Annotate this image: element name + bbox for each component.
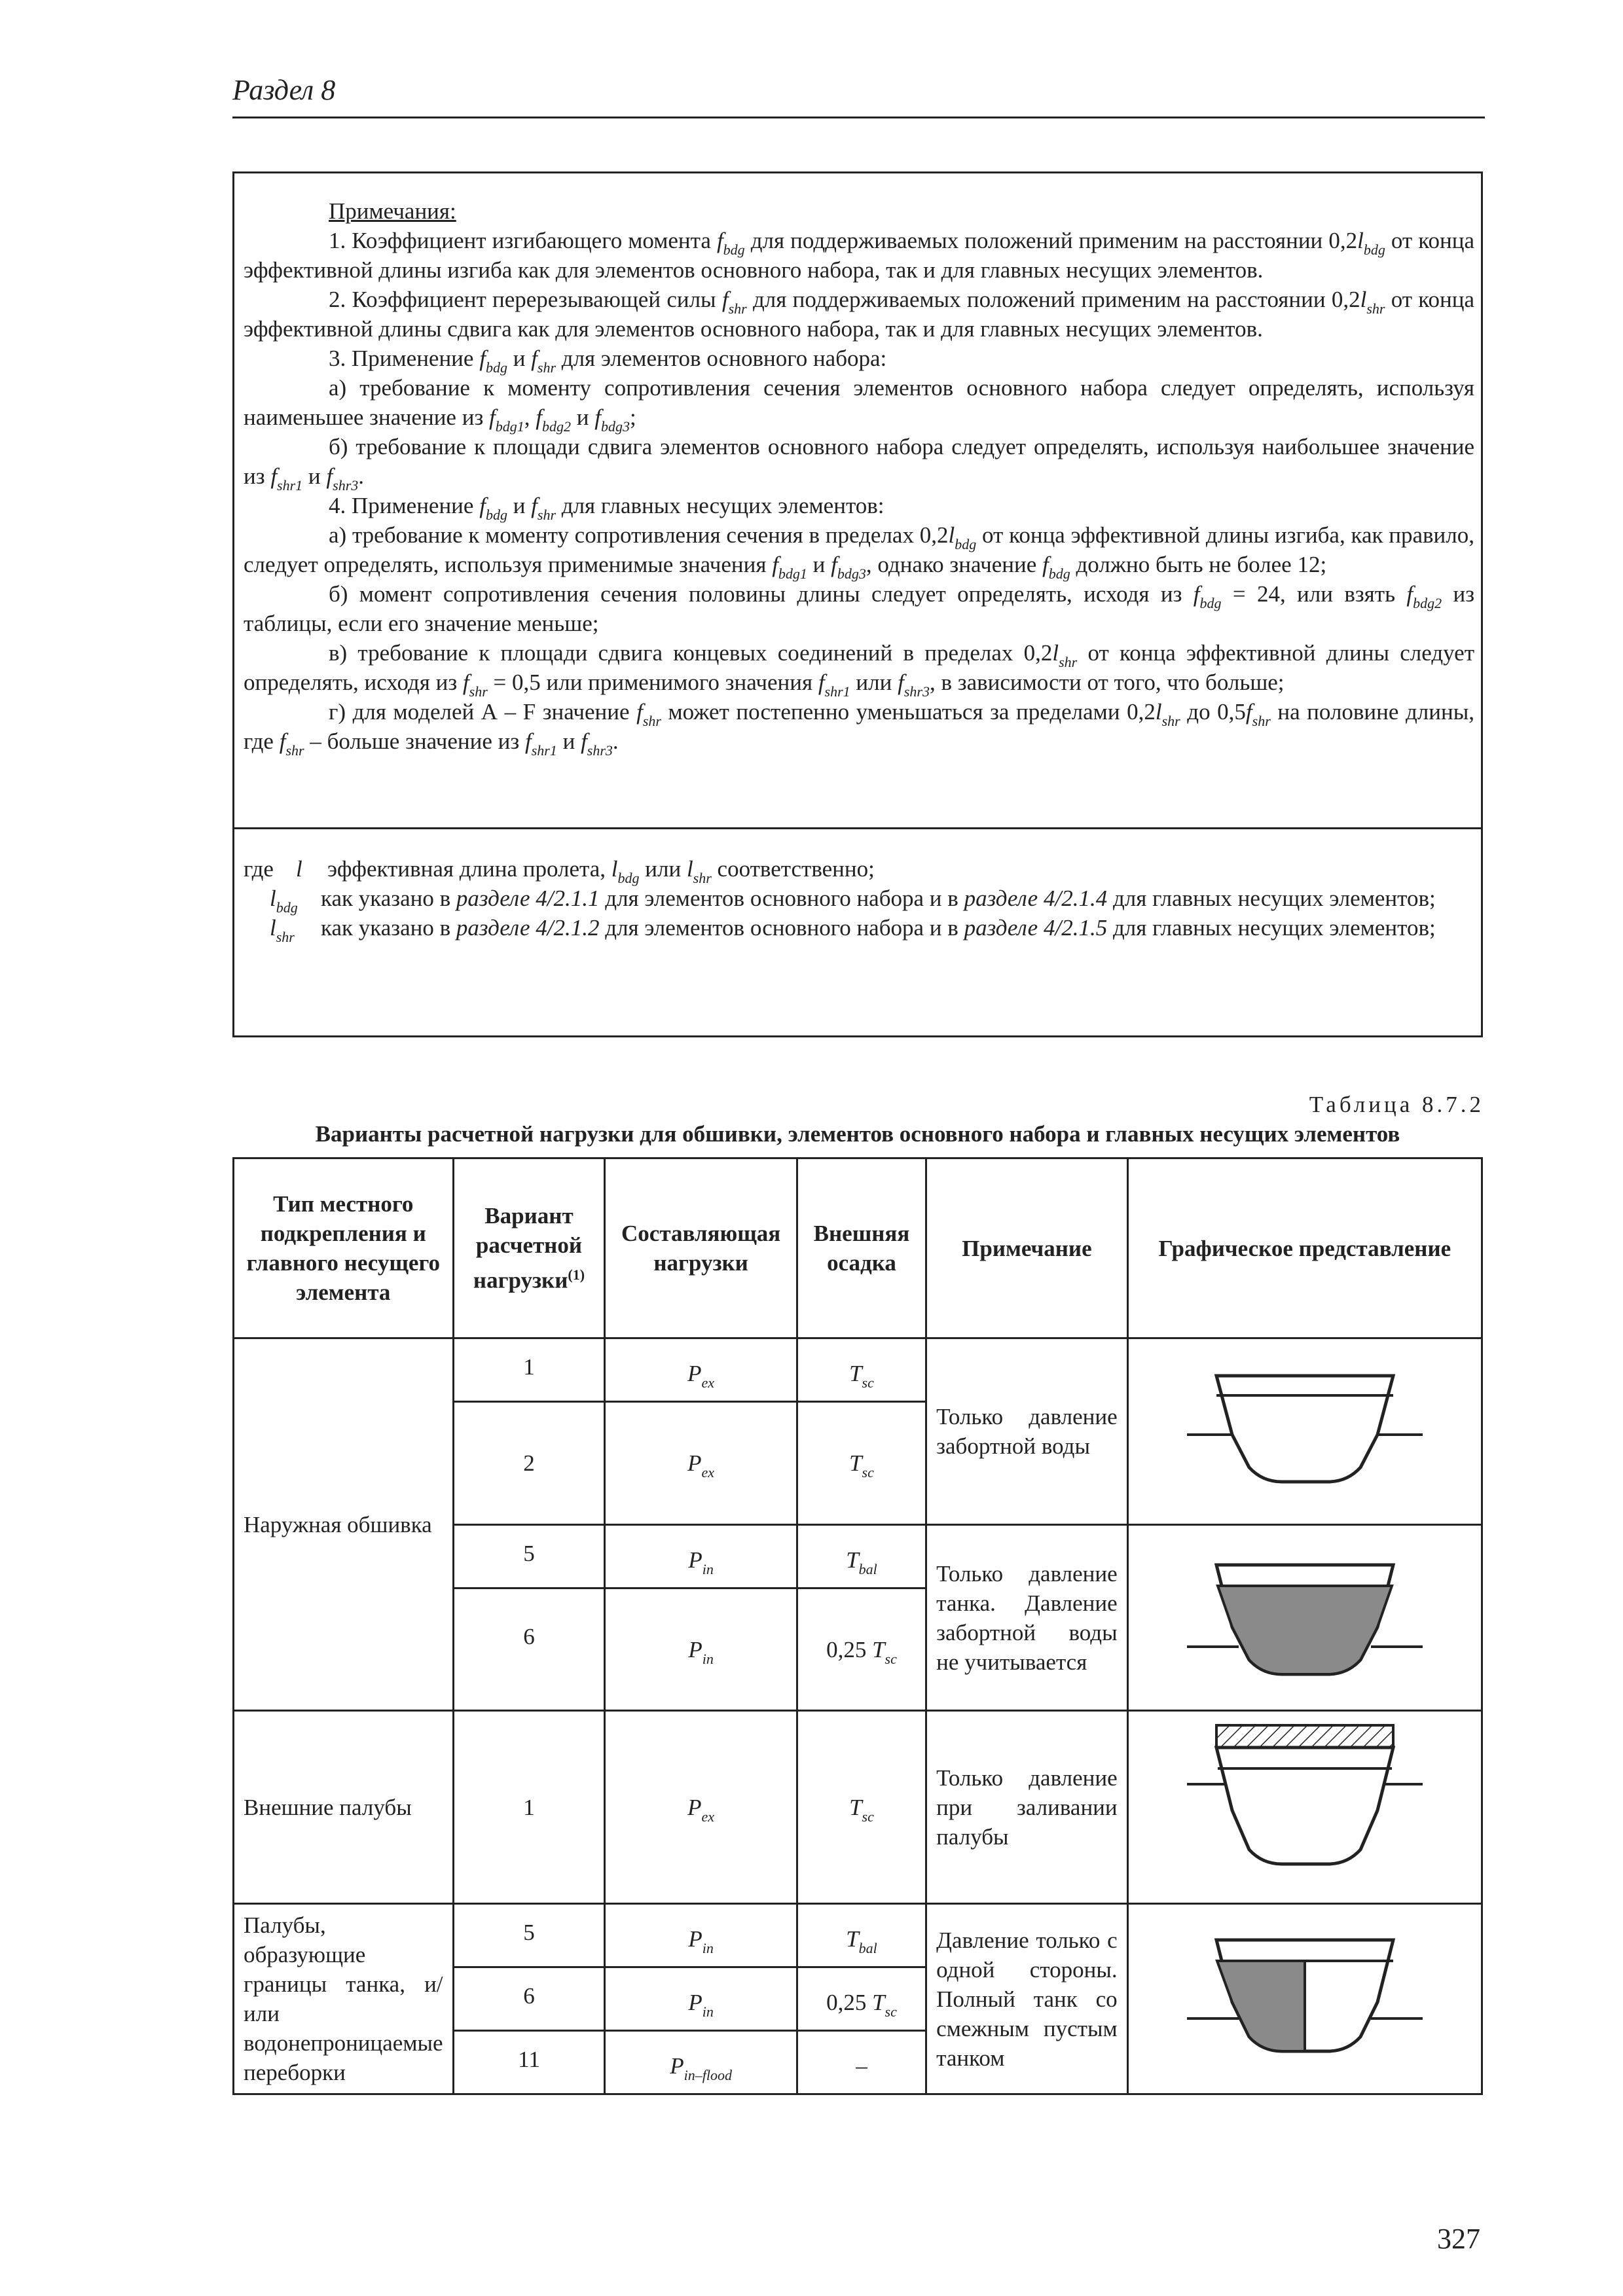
note-3: 3. Применение $f_{bdg}$ и $f_{shr}$ для элементов основного набора: [329, 346, 887, 376]
graphic-one-side [1127, 1904, 1482, 2094]
group-shell: Наружная обшивка [234, 1338, 454, 1711]
load-cases-table [232, 1157, 1483, 2095]
note-4c: в) требование к площади сдвига концевых соединений в пределах $0,2l_{shr}$ от конца эффективной длины следует определять, исходя из $f_{shr} = 0,5$ или применимого значения $f_{shr1}$ или $f_{shr3}$, в зависимости от того, что больше; [244, 640, 1474, 700]
table-header-row [234, 1158, 1482, 1338]
note-shell-2: Только давление танка. Давление забортной воды не учитывается [926, 1525, 1127, 1711]
header-case: Вариант расчетной нагрузки$^{(1)}$ [453, 1158, 605, 1338]
note-decks: Только давление при заливании палубы [926, 1711, 1127, 1904]
where-row-lbdg: $l_{bdg}$ как указано в разделе 4/2.1.1 для элементов основного набора и в разделе 4/2.1.4 для главных несущих элементов; [270, 886, 1436, 916]
header-note: Примечание [926, 1158, 1127, 1338]
note-3b: б) требование к площади сдвига элементов основного набора следует определять, используя наибольшее значение из $f_{shr1}$ и $f_{shr3}$. [244, 434, 1474, 493]
table-row: Палубы, образующие границы танка, и/или водонепроницаемые переборки 5 $P_{in}$ $T_{bal}$ Давление только с одной стороны. Полный танк со смежным пустым танком [234, 1904, 1482, 1967]
section-header: Раздел 8 [232, 74, 336, 106]
group-exposed-decks: Внешние палубы [234, 1711, 454, 1904]
notes-text [244, 196, 1475, 759]
graphic-sea-pressure [1127, 1338, 1482, 1525]
table-title: Варианты расчетной нагрузки для обшивки, элементов основного набора и главных несущих элементов [315, 1121, 1400, 1147]
graphic-green-sea [1127, 1711, 1482, 1904]
header-rule [232, 117, 1485, 118]
header-draught: Внешняя осадка [797, 1158, 926, 1338]
table-row: Внешние палубы 1 $P_{ex}$ $T_{sc}$ Только давление при заливании палубы [234, 1711, 1482, 1904]
note-shell-1: Только давление забортной воды [926, 1338, 1127, 1525]
note-4b: б) момент сопротивления сечения половины длины следует определять, исходя из $f_{bdg} = 24$, или взять $f_{bdg2}$ из таблицы, если его значение меньше; [244, 581, 1475, 636]
table-row: 2 $P_{ex}$ $T_{sc}$ [234, 1402, 1482, 1525]
where-row-l: где l эффективная длина пролета, $l_{bdg}$ или $l_{shr}$ соответственно; [244, 856, 875, 886]
header-graphic: Графическое представление [1127, 1158, 1482, 1338]
header-type: Тип местного подкрепления и главного несущего элемента [234, 1158, 454, 1338]
note-1: 1. Коэффициент изгибающего момента $f_{bdg}$ для поддерживаемых положений применим на расстоянии $0,2l_{bdg}$ от конца эффективной длины изгиба как для элементов основного набора, так и для главных несущих элементов. [244, 228, 1474, 283]
note-2: 2. Коэффициент перерезывающей силы $f_{shr}$ для поддерживаемых положений применим на расстоянии $0,2l_{shr}$ от конца эффективной длины сдвига как для элементов основного набора, так и для главных несущих элементов. [244, 287, 1475, 342]
group-tank-boundaries: Палубы, образующие границы танка, и/или водонепроницаемые переборки [234, 1904, 454, 2094]
where-row-lshr: $l_{shr}$ как указано в разделе 4/2.1.2 для элементов основного набора и в разделе 4/2.1.5 для главных несущих элементов; [270, 915, 1436, 945]
graphic-tank-pressure [1127, 1525, 1482, 1711]
page-number: 327 [1437, 2223, 1480, 2255]
table-row: 6 $P_{in}$ 0,25 $T_{sc}$ [234, 1588, 1482, 1711]
where-block [244, 854, 1474, 945]
table-number: Таблица 8.7.2 [1309, 1092, 1484, 1117]
table-row: Наружная обшивка 1 $P_{ex}$ $T_{sc}$ Только давление забортной воды [234, 1338, 1482, 1402]
note-tank: Давление только с одной стороны. Полный танк со смежным пустым танком [926, 1904, 1127, 2094]
note-3a: а) требование к моменту сопротивления сечения элементов основного набора следует определять, используя наименьшее значение из $f_{bdg1}$, $f_{bdg2}$ и $f_{bdg3}$; [244, 375, 1474, 435]
table-row: 5 $P_{in}$ $T_{bal}$ Только давление танка. Давление забортной воды не учитывается [234, 1525, 1482, 1588]
table-row: 11 $P_{in-flood}$ – [234, 2031, 1482, 2094]
note-4a: а) требование к моменту сопротивления сечения в пределах $0,2l_{bdg}$ от конца эффективной длины изгиба, как правило, следует определять, используя применимые значения $f_{bdg1}$ и $f_{bdg3}$, однако значение $f_{bdg}$ должно быть не более 12; [244, 522, 1474, 582]
note-4d: г) для моделей А – F значение $f_{shr}$ может постепенно уменьшаться за пределами $0,2l_{shr}$ до $0,5f_{shr}$ на половине длины, где $f_{shr}$ – больше значение из $f_{shr1}$ и $f_{shr3}$. [244, 699, 1474, 759]
header-component: Составляющая нагрузки [605, 1158, 797, 1338]
note-4: 4. Применение $f_{bdg}$ и $f_{shr}$ для главных несущих элементов: [329, 493, 884, 523]
notes-divider [232, 827, 1483, 829]
notes-title: Примечания: [329, 198, 456, 224]
table-row: 6 $P_{in}$ 0,25 $T_{sc}$ [234, 1967, 1482, 2031]
